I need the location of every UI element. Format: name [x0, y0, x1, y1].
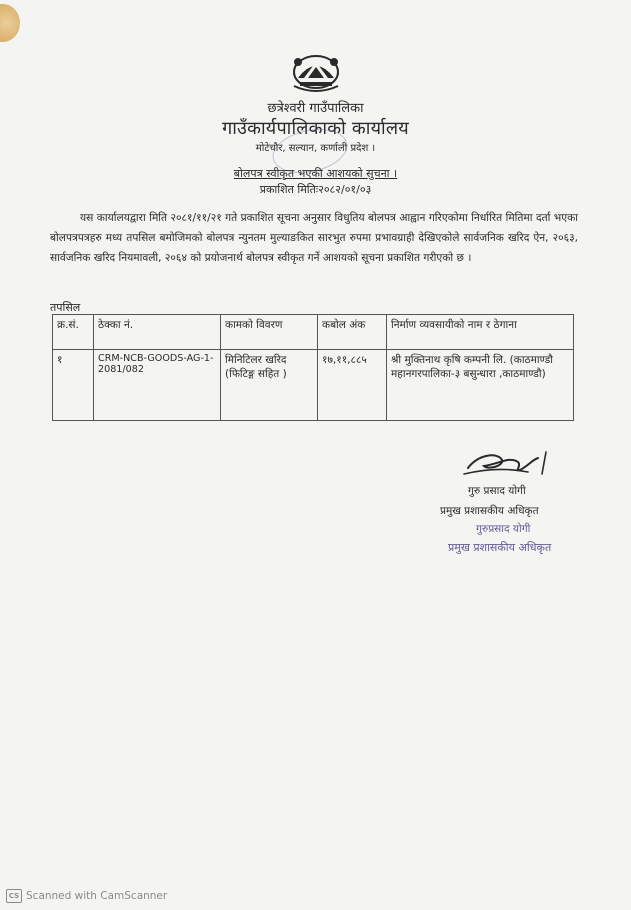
- municipality-name: छत्रेश्वरी गाउँपालिका: [267, 101, 364, 116]
- header-contract-no: ठेक्का नं.: [94, 315, 221, 350]
- published-date: प्रकाशित मितिः२०८२/०१/०३: [259, 183, 372, 196]
- cell-sn: १: [53, 350, 94, 421]
- header-description: कामको विवरण: [221, 315, 318, 350]
- stamp-title: प्रमुख प्रशासकीय अधिकृत: [448, 541, 552, 554]
- cell-contractor: श्री मुक्तिनाथ कृषि कम्पनी लि. (काठमाण्डौ महानगरपालिका-३ बसुन्धारा ,काठमाण्डौ): [387, 350, 574, 421]
- scanner-text: Scanned with CamScanner: [26, 890, 168, 902]
- cell-bid-amount: १७,११,८८५: [318, 350, 387, 421]
- cell-description: मिनिटिलर खरिद (फिटिङ्ग सहित ): [221, 350, 318, 421]
- notice-title: बोलपत्र स्वीकृत भएकी आशयको सुचना ।: [233, 167, 398, 180]
- office-address: मोटेचौर, सल्यान, कर्णाली प्रदेश ।: [255, 143, 376, 154]
- signatory-title: प्रमुख प्रशासकीय अधिकृत: [440, 505, 539, 517]
- header-bid-amount: कबोल अंक: [318, 315, 387, 350]
- tapasil-label: तपसिल: [50, 301, 81, 314]
- notice-paragraph: यस कार्यालयद्वारा मिति २०८१/११/२१ गते प्रकाशित सूचना अनुसार विधुतिय बोलपत्र आह्वान गरिएकोमा निर्धारित मितिमा दर्ता भएका बोलपत्रपत्रहरु मध्य तपसिल बमोजिमको बोलपत्र न्युनतम मुल्याङकित सारभुत रुपमा प्रभावग्राही देखिएकोले सार्वजनिक खरिद ऐन, २०६३, सार्वजनिक खरिद नियमावली, २०६४ को प्रयोजनार्थ बोलपत्र स्वीकृत गर्ने आशयको सूचना प्रकाशित गरीएको छ ।: [50, 212, 578, 264]
- signatory-name: गुरु प्रसाद योगी: [468, 485, 526, 497]
- header-sn: क्र.सं.: [53, 315, 94, 350]
- contract-table: [52, 314, 574, 421]
- camscanner-icon: CS: [6, 889, 22, 903]
- header-contractor: निर्माण व्यवसायीको नाम र ठेगाना: [387, 315, 574, 350]
- nepal-emblem-icon: [286, 48, 346, 94]
- corner-stain: [0, 4, 20, 42]
- table-row: [53, 350, 574, 421]
- table-header-row: [53, 315, 574, 350]
- handwritten-signature: [458, 446, 562, 480]
- cell-contract-no: CRM-NCB-GOODS-AG-1-2081/082: [94, 350, 221, 421]
- stamp-name: गुरुप्रसाद योगी: [476, 523, 531, 535]
- office-name: गाउँकार्यपालिकाको कार्यालय: [222, 118, 409, 139]
- scanner-footer: [6, 889, 167, 903]
